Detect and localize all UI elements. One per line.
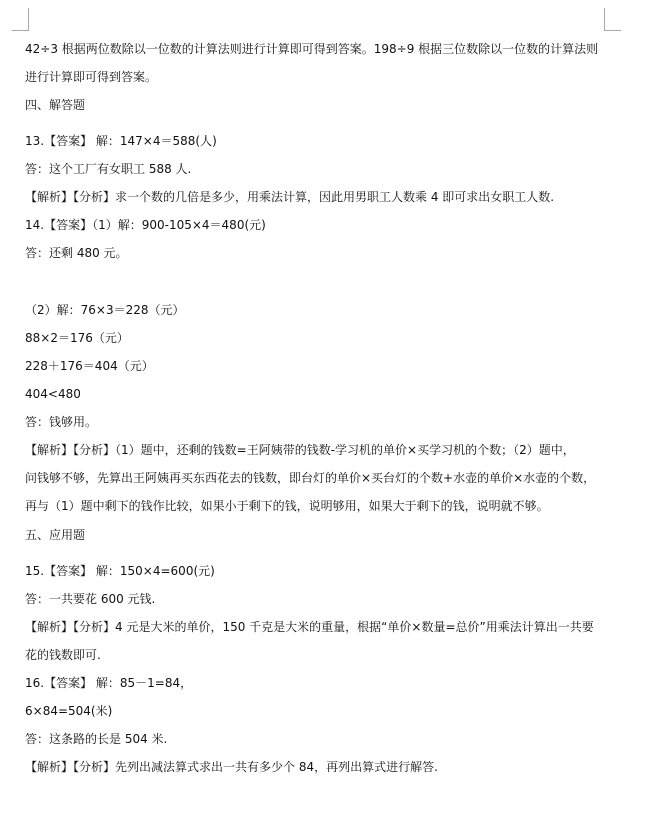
text-line: 问钱够不够，先算出王阿姨再买东西花去的钱数，即台灯的单价×买台灯的个数+水壶的单价×水壶的个数， <box>25 471 596 485</box>
text-line: 88×2＝176（元） <box>25 331 129 345</box>
page-corner-mark-left <box>12 8 29 31</box>
text-line: 答：这个工厂有女职工 588 人. <box>25 162 192 176</box>
analysis-15: 【解析】【分析】4 元是大米的单价，150 千克是大米的重量，根据“单价×数量=总价”用乘法计算出一共要 <box>25 620 594 634</box>
text-line: 答：这条路的长是 504 米. <box>25 732 168 746</box>
answer-13: 13.【答案】 解：147×4＝588(人) <box>25 134 217 148</box>
text-line: 再与（1）题中剩下的钱作比较，如果小于剩下的钱，说明够用，如果大于剩下的钱，说明就不够。 <box>25 499 549 513</box>
text-line: 答：钱够用。 <box>25 415 98 429</box>
page-corner-mark-right <box>604 8 621 31</box>
text-line: （2）解：76×3＝228（元） <box>25 303 185 317</box>
answer-14: 14.【答案】（1）解：900-105×4＝480(元) <box>25 218 266 232</box>
analysis-16: 【解析】【分析】先列出减法算式求出一共有多少个 84，再列出算式进行解答. <box>25 760 438 774</box>
section-heading-5: 五、应用题 <box>25 528 86 542</box>
text-line: 404<480 <box>25 387 81 401</box>
text-line: 花的钱数即可. <box>25 648 101 662</box>
answer-16: 16.【答案】 解：85－1=84， <box>25 676 193 690</box>
text-line: 6×84=504(米) <box>25 704 113 718</box>
text-line: 答：一共要花 600 元钱. <box>25 592 156 606</box>
text-line: 42÷3 根据两位数除以一位数的计算法则进行计算即可得到答案。198÷9 根据三位数除以一位数的计算法则 <box>25 42 599 56</box>
analysis-14: 【解析】【分析】（1）题中，还剩的钱数=王阿姨带的钱数-学习机的单价×买学习机的个数；（2）题中， <box>25 443 575 457</box>
analysis-13: 【解析】【分析】求一个数的几倍是多少，用乘法计算，因此用男职工人数乘 4 即可求出女职工人数. <box>25 190 555 204</box>
section-heading-4: 四、解答题 <box>25 98 86 112</box>
answer-15: 15.【答案】 解：150×4=600(元) <box>25 564 215 578</box>
text-line: 228＋176＝404（元） <box>25 359 154 373</box>
text-line: 答：还剩 480 元。 <box>25 246 128 260</box>
text-line: 进行计算即可得到答案。 <box>25 70 158 84</box>
